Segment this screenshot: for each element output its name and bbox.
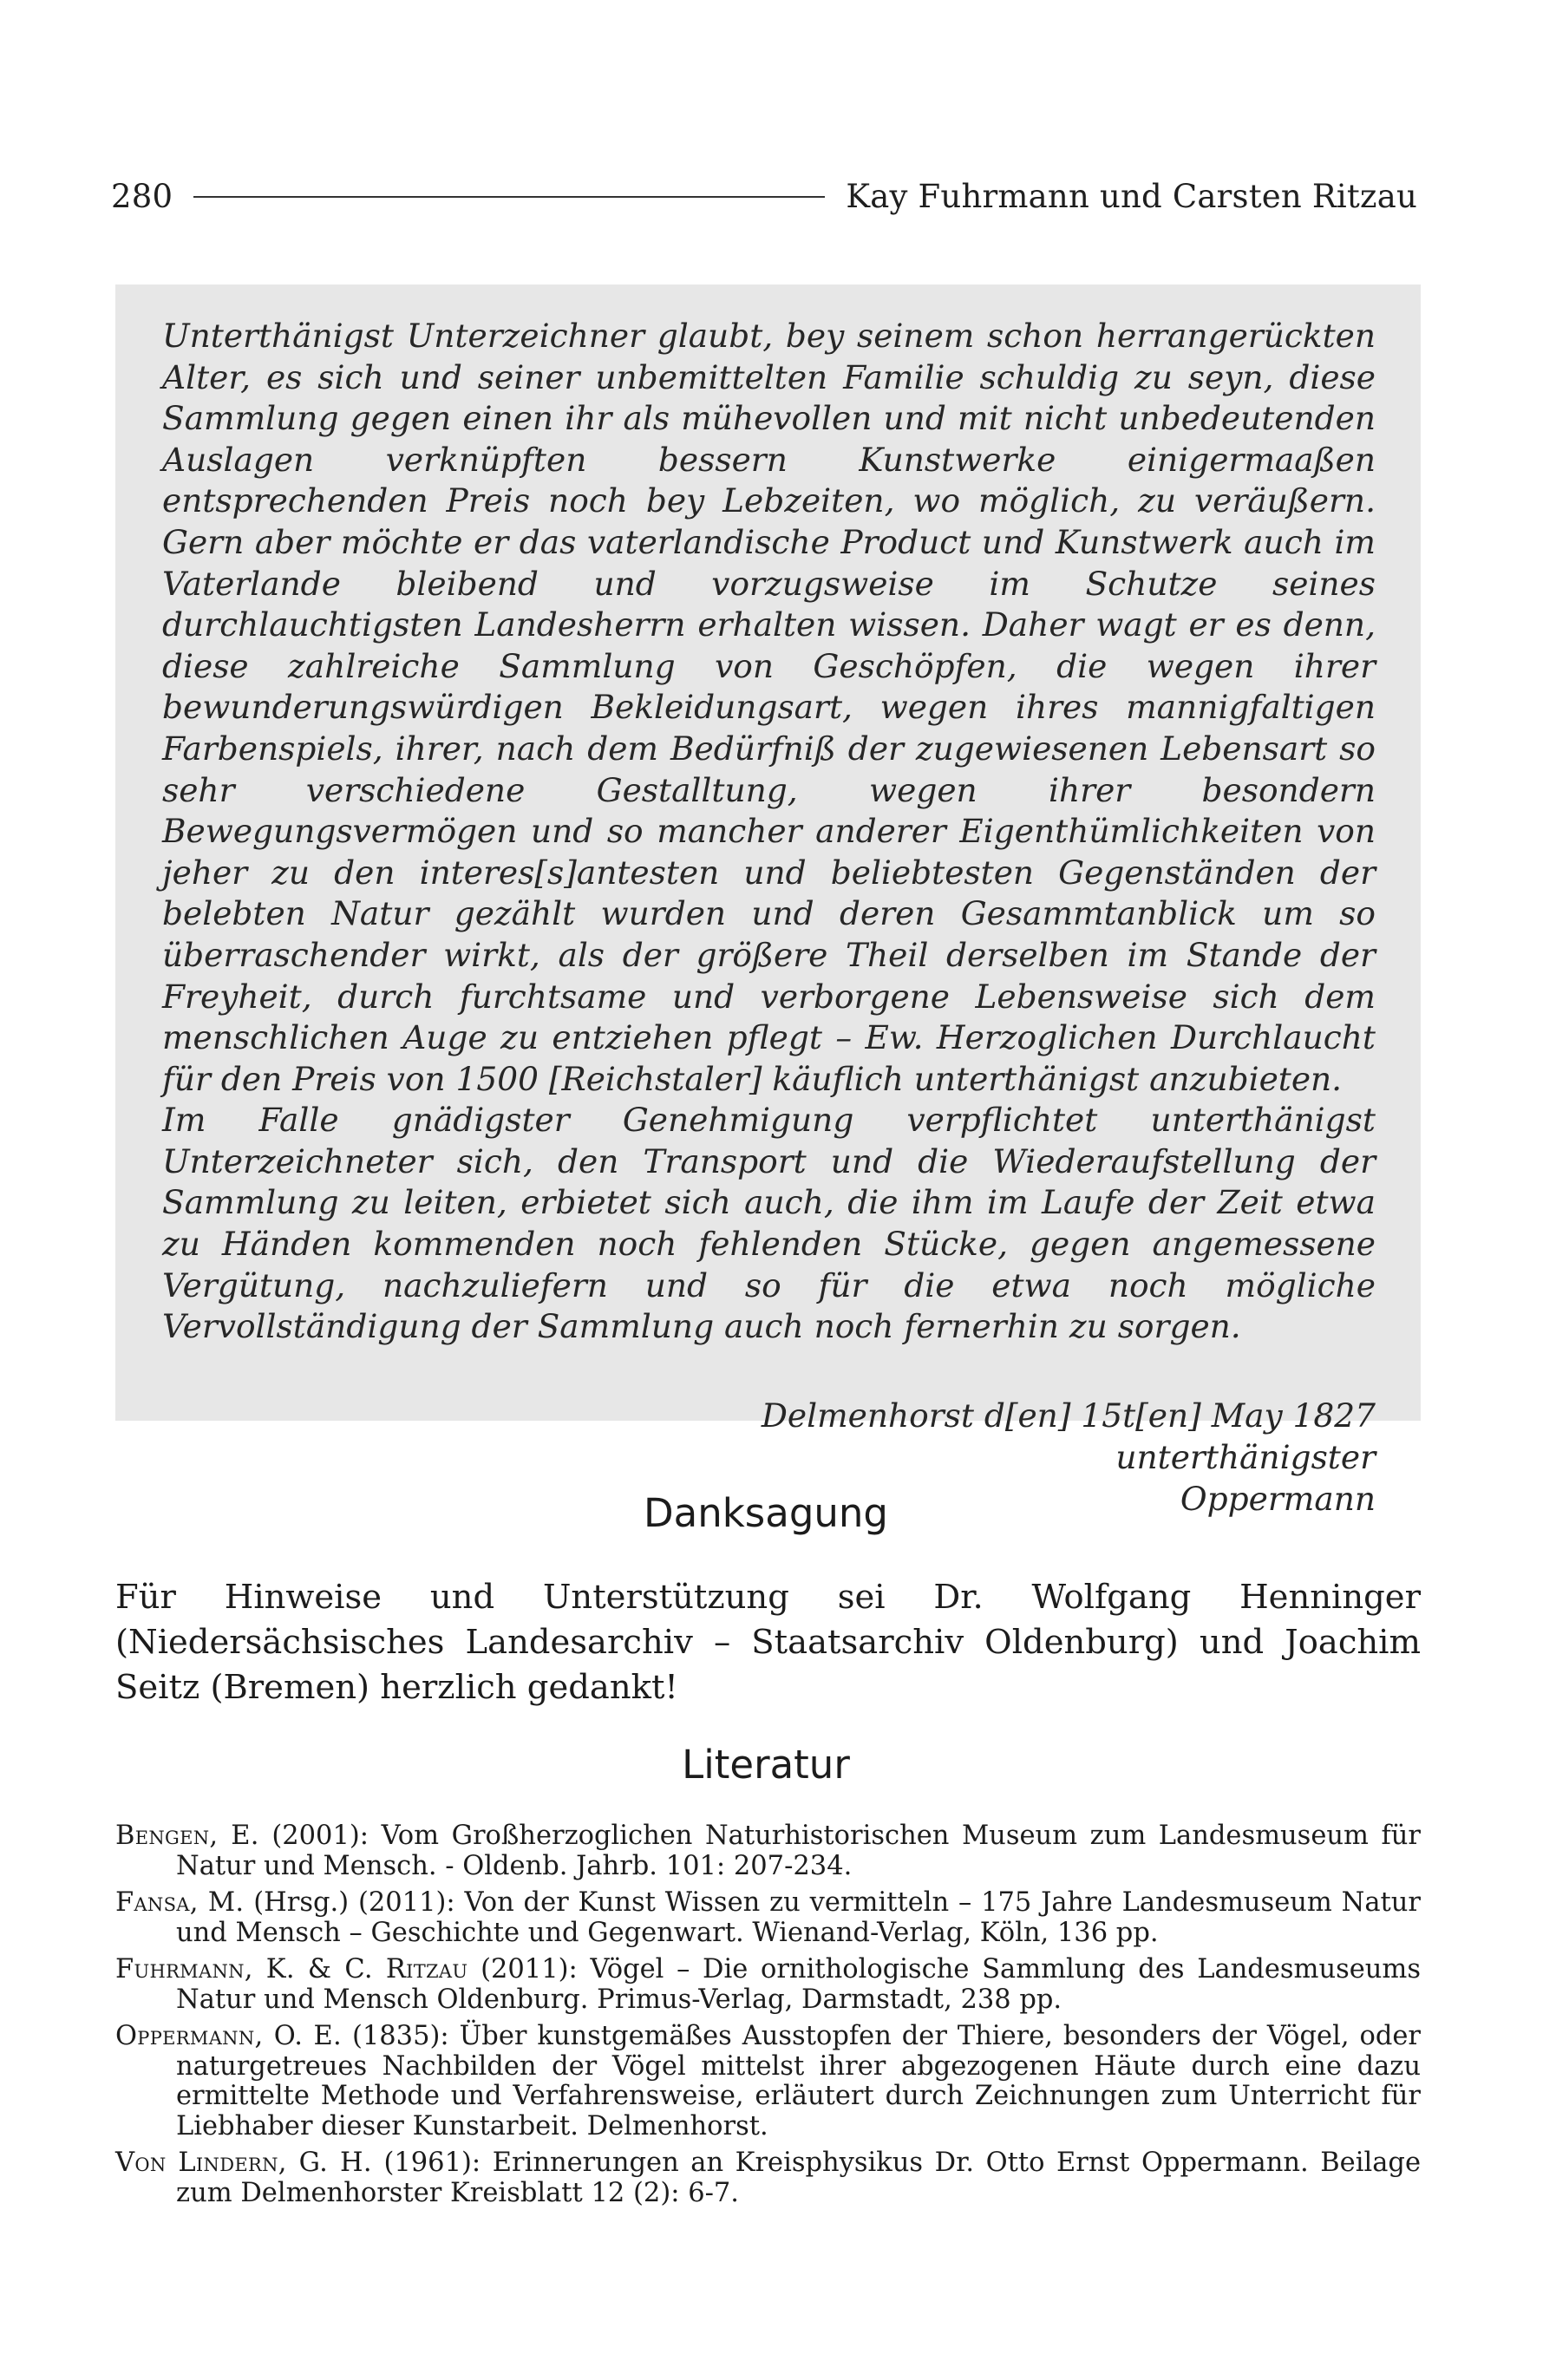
running-header [111, 170, 1417, 222]
acknowledgements-heading: Danksagung [644, 1490, 888, 1536]
reference-list [115, 1821, 1421, 2215]
reference-text: (2011): Vögel – Die ornithologische Sammlung des Landesmuseums Natur und Mensch Oldenburg. Primus-Verlag, Darmstadt, 238 pp. [176, 1954, 1422, 2015]
reference-text: (Hrsg.) (2011): Von der Kunst Wissen zu vermitteln – 175 Jahre Landesmuseum Natur und Mensch – Geschichte und Gegenwart. Wienand-Verlag, Köln, 136 pp. [176, 1887, 1421, 1948]
running-title: Kay Fuhrmann und Carsten Ritzau [846, 177, 1417, 215]
reference-author: Bengen, E. [115, 1821, 259, 1851]
quote-paragraph: Im Falle gnädigster Genehmigung verpflichtet unterthänigst Unterzeichneter sich, den Transport und die Wiederaufstellung der Sammlung zu leiten, erbietet sich auch, die ihm im Laufe der Zeit etwa zu Händen kommenden noch fehlenden Stücke, gegen angemessene Vergütung, nachzuliefern und so für die etwa noch mögliche Vervollständigung der Sammlung auch noch fernerhin zu sorgen. [162, 1101, 1376, 1346]
reference-item [115, 1888, 1421, 1948]
reference-text: (2001): Vom Großherzoglichen Naturhistorischen Museum zum Landesmuseum für Natur und Mensch. - Oldenb. Jahrb. 101: 207-234. [176, 1821, 1421, 1881]
reference-item [115, 1821, 1421, 1881]
signature-place-date: Delmenhorst d[en] 15t[en] May 1827 [761, 1396, 1376, 1435]
reference-author: Fansa, M. [115, 1887, 245, 1918]
reference-author: Oppermann, O. E. [115, 2021, 343, 2051]
quote-paragraph: Unterthänigst Unterzeichner glaubt, bey seinem schon herrangerückten Alter, es sich und seiner unbemittelten Familie schuldig zu seyn, diese Sammlung gegen einen ihr als mühevollen und mit nicht unbedeutenden Auslagen verknüpften bessern Kunstwerke einigermaaßen entsprechenden Preis noch bey Lebzeiten, wo möglich, zu veräußern. Gern aber möchte er das vaterlandische Product und Kunstwerk auch im Vaterlande bleibend und vorzugsweise im Schutze seines durchlauchtigsten Landesherrn erhalten wissen. Daher wagt er es denn, diese zahlreiche Sammlung von Geschöpfen, die wegen ihrer bewunderungswürdigen Bekleidungsart, wegen ihres mannigfaltigen Farbenspiels, ihrer, nach dem Bedürfniß der zugewiesenen Lebensart so sehr verschiedene Gestalltung, wegen ihrer besondern Bewegungsvermögen und so mancher anderer Eigenthümlichkeiten von jeher zu den interes[s]antesten und beliebtesten Gegenständen der belebten Natur gezählt wurden und deren Gesammtanblick um so überraschender wirkt, als der größere Theil derselben im Stande der Freyheit, durch furchtsame und verborgene Lebensweise sich dem menschlichen Auge zu entziehen pflegt – Ew. Herzoglichen Durchlaucht für den Preis von 1500 [Reichstaler] käuflich unterthänigst anzubieten. [162, 317, 1376, 1098]
reference-item [115, 1955, 1421, 2015]
reference-item [115, 2022, 1421, 2141]
page-number: 280 [111, 177, 173, 215]
reference-author: Von Lindern, G. H. [115, 2148, 372, 2178]
literature-heading: Literatur [682, 1742, 850, 1788]
reference-item [115, 2148, 1421, 2208]
reference-text: (1961): Erinnerungen an Kreisphysikus Dr. Otto Ernst Oppermann. Beilage zum Delmenhorster Kreisblatt 12 (2): 6-7. [176, 2148, 1421, 2208]
header-rule [193, 196, 825, 198]
signature-name: Oppermann [1180, 1479, 1376, 1518]
reference-author: Fuhrmann, K. & C. Ritzau [115, 1954, 468, 1984]
reference-text: (1835): Über kunstgemäßes Ausstopfen der Thiere, besonders der Vögel, oder naturgetreues Nachbilden der Vögel mittelst ihrer abgezogenen Häute durch eine dazu ermittelte Methode und Verfahrensweise, erläutert durch Zeichnungen zum Unterricht für Liebhaber dieser Kunstarbeit. Delmenhorst. [176, 2021, 1421, 2141]
signature-closing: unterthänigster [1115, 1437, 1376, 1476]
acknowledgements-text: Für Hinweise und Unterstützung sei Dr. Wolfgang Henninger (Niedersächsisches Landesarchiv – Staatsarchiv Oldenburg) und Joachim Seitz (Bremen) herzlich gedankt! [115, 1578, 1421, 1707]
